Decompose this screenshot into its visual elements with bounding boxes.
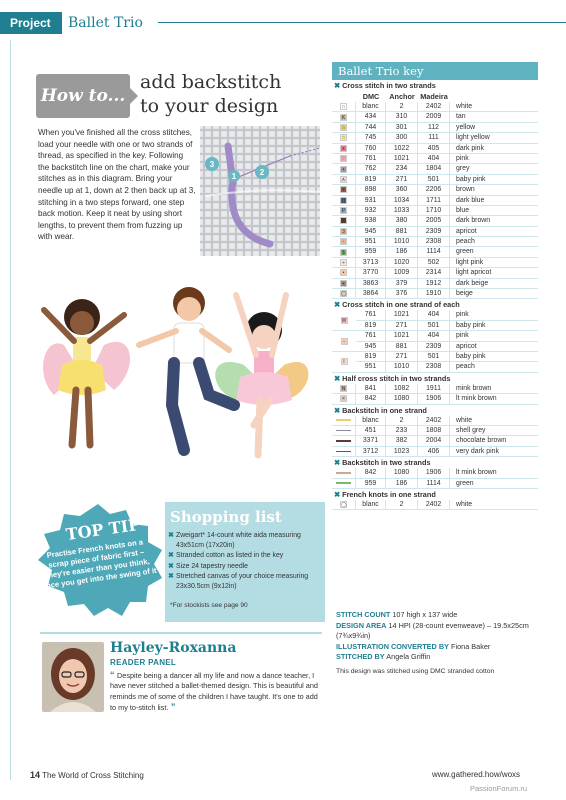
key-dmc: 945 [356,227,386,236]
key-dmc: 959 [356,479,386,488]
key-anchor: 376 [386,289,418,298]
key-row [332,237,538,247]
key-dmc: 819 [356,352,386,361]
key-colour-name: chocolate brown [456,437,507,445]
section-x-icon: ✖ [334,489,341,499]
key-symbol-icon: ▪ [340,280,347,287]
howto-heading [140,70,315,118]
key-colour-name: apricot [456,227,477,235]
howto-heading-line2: to your design [140,95,279,117]
key-dmc: 959 [356,247,386,256]
key-madeira: 2308 [418,362,450,371]
key-row [332,416,538,426]
key-row [332,227,538,237]
bullet-x-icon: ✖ [168,573,174,581]
header-divider [158,22,566,23]
key-row [332,447,538,457]
key-dmc: 819 [356,321,386,330]
key-madeira: 1912 [418,279,450,288]
key-colour-name: green [456,248,474,256]
reader-quote: “ Despite being a dancer all my life and now a dance teacher, I have never stitched a ballet-themed design. This is beautiful and reminds me of some of the children I have taught. It's one to add to my to-stitch list. ” [110,670,318,713]
section-x-icon: ✖ [334,373,341,383]
reader-role: READER PANEL [110,658,177,667]
key-symbol-icon: ◯ [341,291,347,298]
key-madeira: 1710 [418,206,450,215]
key-colour-name: grey [456,165,470,173]
key-madeira: 2402 [418,102,450,111]
key-row [332,289,538,299]
key-dmc: 760 [356,144,386,153]
key-row [332,394,538,404]
key-colour-name: beige [456,290,473,298]
key-dmc: 898 [356,185,386,194]
shopping-item: ✖ Size 24 tapestry needle [168,562,249,570]
key-anchor: 1021 [386,154,418,163]
key-dmc: 761 [356,310,386,319]
diagram-label-1: 1 [231,172,237,181]
page-number: 14 [30,770,41,780]
key-anchor: 1021 [386,310,418,319]
diagram-label-2: 2 [259,168,265,177]
key-row [356,342,538,352]
key-madeira: 2004 [418,436,450,445]
key-row [332,426,538,436]
reader-name: Hayley-Roxanna [110,640,237,656]
key-symbol-icon: $ [340,249,347,256]
key-madeira: 2402 [418,416,450,425]
key-dmc: 761 [356,154,386,163]
key-row [332,196,538,206]
key-bs2-rows [332,468,538,489]
key-symbol-icon: K [341,114,346,121]
key-colour-name: yellow [456,123,476,131]
key-colour-name: baby pink [456,175,486,183]
key-anchor: 881 [386,342,418,351]
key-dmc: 842 [356,394,386,403]
key-madeira: 1114 [418,247,450,256]
key-row [356,362,538,372]
key-madeira: 404 [418,154,450,163]
key-anchor: 1023 [386,447,418,456]
key-dmc: 951 [356,237,386,246]
key-blend-rows [332,310,538,372]
backstitch-diagram [200,126,320,256]
diagram-marker-1 [228,170,240,182]
key-anchor: 360 [386,185,418,194]
backstitch-line-icon [336,472,351,474]
key-full-rows [332,102,538,299]
key-dmc: 761 [356,331,386,340]
key-anchor: 271 [386,352,418,361]
backstitch-line-icon [336,440,351,442]
key-dmc: 451 [356,426,386,435]
section-x-icon: ✖ [334,405,341,415]
close-quote-icon: ” [168,702,176,713]
key-symbol-icon: ∧ [341,176,346,183]
key-madeira: 2009 [418,112,450,121]
key-table [332,80,538,510]
key-row [332,206,538,216]
key-row [332,479,538,489]
key-colour-name: brown [456,186,475,194]
key-madeira: 502 [418,258,450,267]
key-anchor: 1010 [386,362,418,371]
section-x-icon: ✖ [334,458,341,468]
key-madeira: 1910 [418,289,450,298]
key-madeira: 2308 [418,237,450,246]
key-dmc: 842 [356,468,386,477]
key-row [356,321,538,331]
key-dmc: blanc [356,102,386,111]
thread-note: This design was stitched using DMC stranded cotton [336,667,495,675]
key-section-bs1: ✖ Backstitch in one strand [334,405,427,415]
key-colour-name: peach [456,238,475,246]
key-anchor: 186 [386,247,418,256]
key-anchor: 1033 [386,206,418,215]
key-dmc: 762 [356,164,386,173]
key-symbol-icon: W [341,317,347,324]
diagram-marker-3 [205,157,219,171]
key-colour-name: dark pink [456,144,484,152]
key-madeira: 1114 [418,479,450,488]
key-row [332,247,538,257]
key-dmc: 745 [356,133,386,142]
key-colour-name: baby pink [456,321,486,329]
key-symbol-icon: ◦ [340,238,347,245]
key-row [332,164,538,174]
key-madeira: 1906 [418,468,450,477]
key-row [332,216,538,226]
backstitch-line-icon [336,451,351,453]
key-row [356,310,538,320]
key-symbol-icon: • [340,145,347,152]
bullet-x-icon: ✖ [168,552,174,560]
key-colour-name: apricot [456,342,477,350]
key-madeira: 1808 [418,426,450,435]
key-row [356,352,538,362]
key-title: Ballet Trio key [332,62,538,80]
key-anchor: 301 [386,123,418,132]
key-madeira: 2314 [418,268,450,277]
watermark: PassionForum.ru [470,784,528,793]
key-section-blend: ✖ Cross stitch in one strand of each [334,300,460,310]
key-colour-name: tan [456,113,466,121]
dancer-girl-left [43,299,130,445]
section-x-icon: ✖ [334,81,341,90]
key-anchor: 1010 [386,237,418,246]
stitch-count: STITCH COUNT 107 high x 137 wide [336,610,458,619]
key-anchor: 233 [386,426,418,435]
key-madeira: 2206 [418,185,450,194]
col-dmc: DMC [362,92,380,101]
col-anchor: Anchor [389,92,415,101]
key-row [356,331,538,341]
key-symbol-icon: ◯ [341,502,347,509]
backstitch-line-icon [336,430,351,432]
key-anchor: 2 [386,500,418,509]
key-colour-name: green [456,479,474,487]
key-anchor: 1082 [386,384,418,393]
key-row [332,102,538,112]
howto-badge: How to... [36,74,130,118]
key-dmc: 819 [356,175,386,184]
margin-rule [10,40,11,780]
backstitch-line-icon [336,482,351,484]
key-row [332,468,538,478]
bullet-x-icon: ✖ [168,562,174,570]
key-dmc: 744 [356,123,386,132]
key-madeira: 2309 [418,227,450,236]
key-section-half: ✖ Half cross stitch in two strands [334,373,451,383]
key-anchor: 1080 [386,394,418,403]
key-dmc: 3371 [356,436,386,445]
key-madeira: 1911 [418,384,450,393]
key-colour-name: lt mink brown [456,395,497,403]
key-blend-group [332,310,538,331]
key-column-headers [332,91,538,102]
key-dmc: 3863 [356,279,386,288]
key-bs1-rows [332,416,538,458]
key-colour-name: mink brown [456,384,492,392]
key-dmc: 945 [356,342,386,351]
magazine-name: The World of Cross Stitching [42,771,144,780]
key-madeira: 406 [418,447,450,456]
key-dmc: 841 [356,384,386,393]
key-colour-name: pink [456,154,469,162]
key-blend-group [332,331,538,352]
key-anchor: 2 [386,416,418,425]
key-symbol-icon: • [340,269,347,276]
shopping-item: ✖ Stranded cotton as listed in the key [168,552,284,560]
key-colour-name: white [456,500,473,508]
key-madeira: 404 [418,331,450,340]
key-blend-group [332,352,538,373]
key-anchor: 186 [386,479,418,488]
key-colour-name: peach [456,363,475,371]
key-madeira: 501 [418,321,450,330]
key-dmc: blanc [356,416,386,425]
key-colour-name: light pink [456,258,484,266]
key-symbol-icon: ☆ [341,135,346,142]
key-madeira: 1804 [418,164,450,173]
key-madeira: 1711 [418,196,450,205]
key-colour-name: dark beige [456,279,489,287]
dancer-girl-right [215,295,308,455]
key-row [332,436,538,446]
key-anchor: 380 [386,216,418,225]
key-anchor: 300 [386,133,418,142]
key-anchor: 234 [386,164,418,173]
key-anchor: 881 [386,227,418,236]
key-row [332,185,538,195]
key-colour-name: very dark pink [456,447,499,455]
design-area: DESIGN AREA 14 HPI (28-count evenweave) – 19.5x25cm (7¾x9¾in) [336,620,529,641]
key-symbol-icon: ▪ [340,217,347,224]
key-section-fk: ✖ French knots in one strand [334,489,436,499]
key-anchor: 1009 [386,268,418,277]
key-anchor: 271 [386,175,418,184]
key-symbol-icon: 3 [340,228,347,235]
key-anchor: 2 [386,102,418,111]
key-symbol-icon: P [341,208,346,215]
key-madeira: 2309 [418,342,450,351]
key-madeira: 405 [418,144,450,153]
key-anchor: 271 [386,321,418,330]
key-dmc: blanc [356,500,386,509]
key-colour-name: light apricot [456,269,492,277]
reader-divider [40,632,322,634]
key-symbol-icon: N [341,385,346,392]
key-madeira: 2005 [418,216,450,225]
key-colour-name: shell grey [456,426,486,434]
key-madeira: 501 [418,175,450,184]
top-tip-title: TOP TIP [64,514,142,545]
key-symbol-icon: ÷ [340,259,347,266]
key-madeira: 1906 [418,394,450,403]
shopping-item: ✖ Stretched canvas of your choice measuring 23x30.5cm (9x12in) [168,573,309,590]
key-row [332,384,538,394]
howto-body: When you've finished all the cross stitches, load your needle with one or two strands of thread, as specified in the key. Following the backstitch line on the chart, make your stitches as in this diagram. Bring your needle up at 1, down at 2 then back up at 3, stitching in a two steps forward, one step back motion. Keep it neat by using short lengths, to prevent them from fuzzing up with wear. [38,128,196,242]
key-dmc: 3864 [356,289,386,298]
key-dmc: 3770 [356,268,386,277]
key-row [332,258,538,268]
page-title: Ballet Trio [68,15,143,31]
key-dmc: 932 [356,206,386,215]
key-symbol-icon: ∩ [341,104,346,111]
key-colour-name: dark blue [456,196,485,204]
key-colour-name: pink [456,311,469,319]
key-madeira: 404 [418,310,450,319]
key-half-rows [332,384,538,405]
key-anchor: 1034 [386,196,418,205]
key-row [332,123,538,133]
key-colour-name: white [456,416,473,424]
key-anchor: 1020 [386,258,418,267]
reader-avatar [42,642,104,712]
key-madeira: 501 [418,352,450,361]
key-madeira: 112 [418,123,450,132]
key-anchor: 1080 [386,468,418,477]
col-madeira: Madeira [420,92,448,101]
key-fk-rows [332,500,538,510]
stitched-credit: STITCHED BY Angela Griffin [336,652,431,662]
key-colour-name: blue [456,206,470,214]
key-colour-name: pink [456,332,469,340]
key-madeira: 2402 [418,500,450,509]
backstitch-line-icon [336,419,351,421]
key-anchor: 1021 [386,331,418,340]
shopping-list-items [168,531,323,593]
key-colour-name: white [456,103,473,110]
key-anchor: 1022 [386,144,418,153]
open-quote-icon: “ [110,670,118,680]
ballet-trio-illustration [24,275,324,495]
key-symbol-icon: ☆ [341,124,346,131]
top-tip-body: Practise French knots on a scrap piece of fabric first – they're easier than you think, once you get into the swing of it [40,537,158,591]
key-anchor: 382 [386,436,418,445]
key-row [332,154,538,164]
howto-heading-line1: add backstitch [140,71,282,93]
key-symbol-icon: × [340,395,347,402]
key-dmc: 3712 [356,447,386,456]
key-anchor: 310 [386,112,418,121]
key-colour-name: lt mink brown [456,469,497,477]
section-x-icon: ✖ [334,300,341,310]
key-meta [336,610,546,678]
shopping-list-title: Shopping list [170,508,282,526]
key-symbol-icon: ◦ [341,338,348,345]
key-colour-name: light yellow [456,134,490,142]
key-madeira: 111 [418,133,450,142]
key-dmc: 938 [356,216,386,225]
key-row [332,144,538,154]
key-symbol-icon: ∏ [341,197,346,204]
key-row [332,279,538,289]
key-symbol-icon: ♡ [341,156,346,163]
key-dmc: 434 [356,112,386,121]
key-symbol-icon: • [340,166,347,173]
key-section-full: ✖ Cross stitch in two strands [334,81,436,90]
diagram-marker-2 [255,165,269,179]
key-symbol-icon: ▪ [340,186,347,193]
bullet-x-icon: ✖ [168,532,174,539]
key-symbol-icon: I [341,358,348,365]
section-tag: Project [0,12,62,34]
key-row [332,500,538,510]
key-dmc: 3713 [356,258,386,267]
illustration-credit: ILLUSTRATION CONVERTED BY Fiona Baker [336,641,491,651]
stockists-note: *For stockists see page 90 [170,602,248,609]
key-row [332,112,538,122]
key-row [332,268,538,278]
key-colour-name: baby pink [456,352,486,360]
key-row [332,133,538,143]
footer-url[interactable]: www.gathered.how/woxs [432,770,521,779]
diagram-label-3: 3 [209,160,215,169]
key-dmc: 931 [356,196,386,205]
key-colour-name: dark brown [456,217,491,225]
key-dmc: 951 [356,362,386,371]
key-section-bs2: ✖ Backstitch in two strands [334,458,431,468]
key-row [332,175,538,185]
key-anchor: 379 [386,279,418,288]
footer-left [30,770,144,780]
shopping-item: ✖ Zweigart* 14-count white aida measuring 43x51cm (17x20in) [168,532,301,549]
